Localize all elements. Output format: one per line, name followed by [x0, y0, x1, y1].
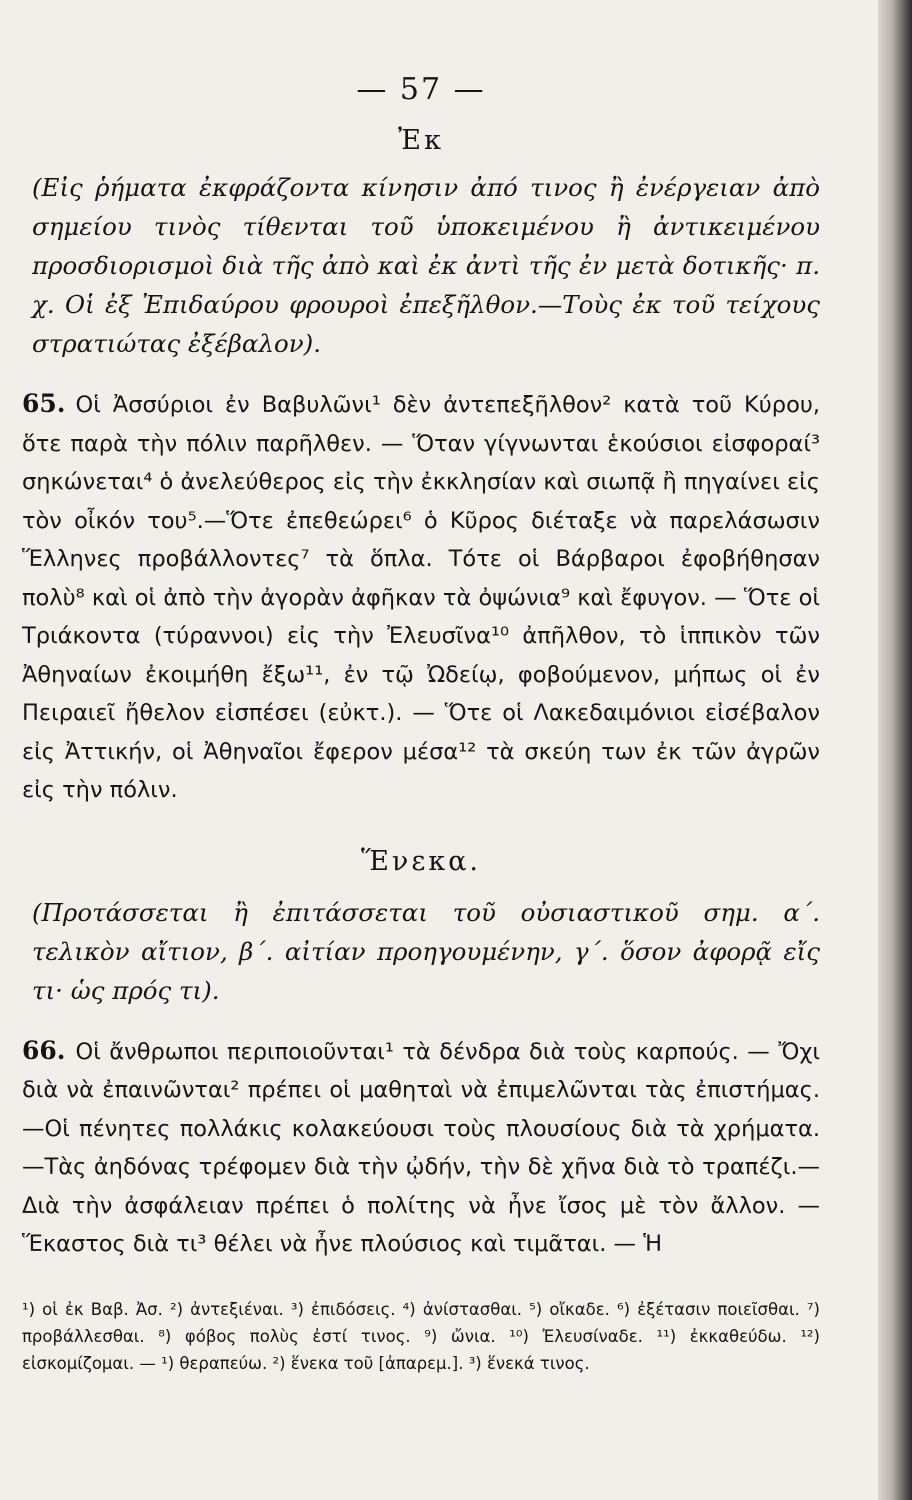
exercise-66	[22, 1032, 820, 1264]
exercise-65-text: Οἱ Ἀσσύριοι ἐν Βαβυλῶνι¹ δὲν ἀντεπεξῆλθον² κατὰ τοῦ Κύρου, ὅτε παρὰ τὴν πόλιν παρῆλθεν. — Ὅταν γίγνωνται ἑκούσιοι εἰσφοραί³ σηκώνεται⁴ ὁ ἀνελεύθερος εἰς τὴν ἐκκλησίαν καὶ σιωπᾷ ἢ πηγαίνει εἰς τὸν οἶκόν του⁵.—Ὅτε ἐπεθεώρει⁶ ὁ Κῦρος διέταξε νὰ παρελάσωσιν Ἕλληνες προβάλλοντες⁷ τὰ ὅπλα. Τότε οἱ Βάρβαροι ἐφοβήθησαν πολὺ⁸ καὶ οἱ ἀπὸ τὴν ἀγορὰν ἀφῆκαν τὰ ὀψώνια⁹ καὶ ἔφυγον. — Ὅτε οἱ Τριάκοντα (τύραννοι) εἰς τὴν Ἐλευσῖνα¹⁰ ἀπῆλθον, τὸ ἱππικὸν τῶν Ἀθηναίων ἐκοιμήθη ἔξω¹¹, ἐν τῷ Ὠδείῳ, φοβούμενον, μήπως οἱ ἐν Πειραιεῖ ἤθελον εἰσπέσει (εὐκτ.). — Ὅτε οἱ Λακεδαιμόνιοι εἰσέβαλον εἰς Ἀττικήν, οἱ Ἀθηναῖοι ἔφερον μέσα¹² τὰ σκεύη των ἐκ τῶν ἀγρῶν εἰς τὴν πόλιν.	[22, 392, 820, 803]
exercise-66-text: Οἱ ἄνθρωποι περιποιοῦνται¹ τὰ δένδρα διὰ τοὺς καρπούς. — Ὄχι διὰ νὰ ἐπαινῶνται² πρέπει οἱ μαθηταὶ νὰ ἐπιμελῶνται τὰς ἐπιστήμας.—Οἱ πένητες πολλάκις κολακεύουσι τοὺς πλουσίους διὰ τὰ χρήματα.—Τὰς ἀηδόνας τρέφομεν διὰ τὴν ᾠδήν, τὴν δὲ χῆνα διὰ τὸ τραπέζι.—Διὰ τὴν ἀσφάλειαν πρέπει ὁ πολίτης νὰ ἦνε ἴσος μὲ τὸν ἄλλον. — Ἕκαστος διὰ τι³ θέλει νὰ ἦνε πλούσιος καὶ τιμᾶται. — Ἡ	[22, 1038, 820, 1257]
exercise-66-number: 66.	[22, 1035, 66, 1065]
footnotes: ¹) οἱ ἐκ Βαβ. Ἀσ. ²) ἀντεξιέναι. ³) ἐπιδόσεις. ⁴) ἀνίστασθαι. ⁵) οἴκαδε. ⁶) ἐξέτασιν ποιεῖσθαι. ⁷) προβάλλεσθαι. ⁸) φόβος πολὺς ἐστί τινος. ⁹) ὤνια. ¹⁰) Ἐλευσίναδε. ¹¹) ἐκκαθεύδω. ¹²) εἰσκομίζομαι. — ¹) θεραπεύω. ²) ἕνεκα τοῦ [ἀπαρεμ.]. ³) ἕνεκά τινος.	[22, 1299, 820, 1373]
grammar-note-eneka: (Προτάσσεται ἢ ἐπιτάσσεται τοῦ οὐσιαστικοῦ σημ. α΄. τελικὸν αἴτιον, β΄. αἰτίαν προηγουμένην, γ΄. ὅσον ἀφορᾷ εἴς τι· ὡς πρός τι).	[32, 897, 820, 1005]
exercise-65-number: 65.	[22, 389, 66, 418]
exercise-65	[22, 385, 820, 810]
book-binding-shadow	[878, 0, 912, 1500]
grammar-note-ek: (Εἰς ῥήματα ἐκφράζοντα κίνησιν ἀπό τινος ἢ ἐνέργειαν ἀπὸ σημείου τινὸς τίθενται τοῦ ὑποκειμένου ἢ ἀντικειμένου προσδιορισμοὶ διὰ τῆς ἀπὸ καὶ ἐκ ἀντὶ τῆς ἐν μετὰ δοτικῆς· π. χ. Οἱ ἐξ Ἐπιδαύρου φρουροὶ ἐπεξῆλθον.—Τοὺς ἐκ τοῦ τείχους στρατιώτας ἐξέβαλον).	[32, 173, 820, 358]
page-number: — 57 —	[356, 72, 486, 107]
section-heading-ek: Ἐκ	[398, 125, 444, 156]
section-heading-eneka: Ἕνεκα.	[360, 845, 482, 877]
